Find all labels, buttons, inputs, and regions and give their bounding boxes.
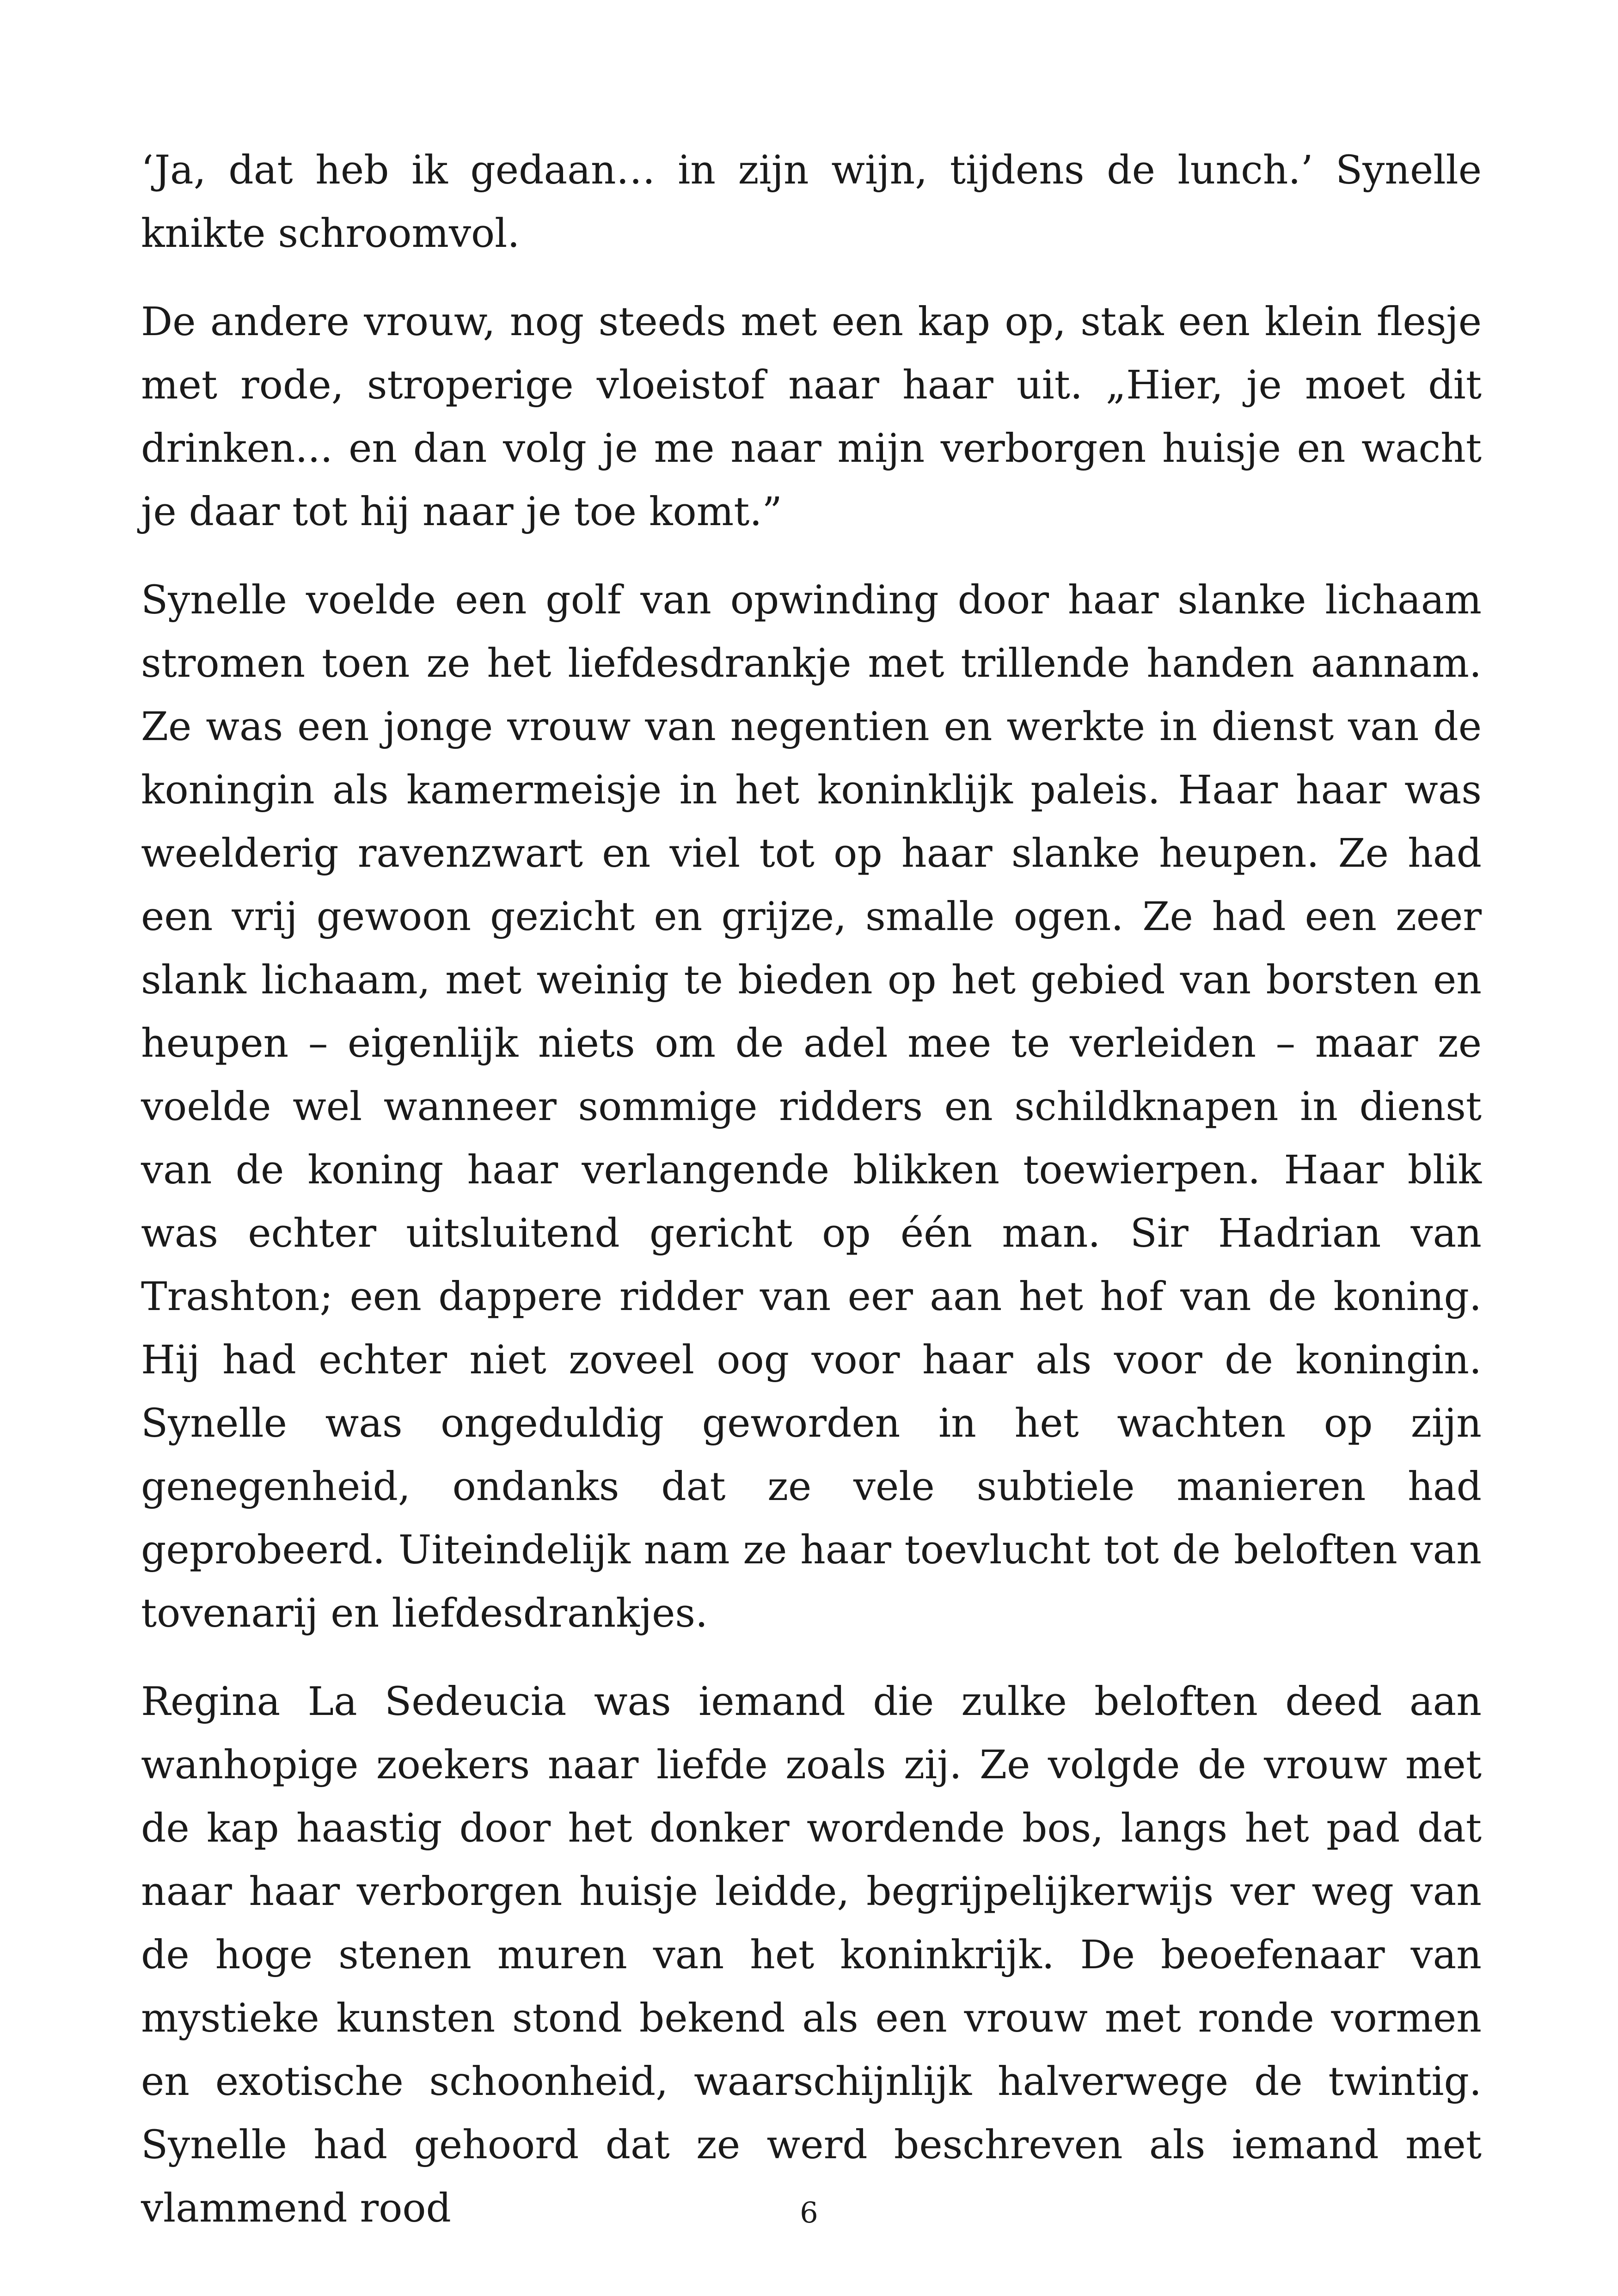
page-body [141, 139, 1482, 2240]
paragraph: Regina La Sedeucia was iemand die zulke beloften deed aan wanhopige zoekers naar liefde zoals zij. Ze volgde de vrouw met de kap haastig door het donker wordende bos, langs het pad dat naar haar verborgen huisje leidde, begrijpelijkerwijs ver weg van de hoge stenen muren van het koninkrijk. De beoefenaar van mystieke kunsten stond bekend als een vrouw met ronde vormen en exotische schoonheid, waarschijnlijk halverwege de twintig. Synelle had gehoord dat ze werd beschreven als iemand met vlammend rood [141, 1679, 1482, 2231]
paragraph: ‘Ja, dat heb ik gedaan… in zijn wijn, tijdens de lunch.’ Synelle knikte schroomvol. [141, 147, 1482, 257]
paragraph: De andere vrouw, nog steeds met een kap op, stak een klein flesje met rode, stroperige vloeistof naar haar uit. „Hier, je moet dit drinken... en dan volg je me naar mijn verborgen huisje en wacht je daar tot hij naar je toe komt.” [141, 299, 1482, 535]
paragraph: Synelle voelde een golf van opwinding door haar slanke lichaam stromen toen ze het liefdesdrankje met trillende handen aannam. Ze was een jonge vrouw van negentien en werkte in dienst van de koningin als kamermeisje in het koninklijk paleis. Haar haar was weelderig ravenzwart en viel tot op haar slanke heupen. Ze had een vrij gewoon gezicht en grijze, smalle ogen. Ze had een zeer slank lichaam, met weinig te bieden op het gebied van borsten en heupen – eigenlijk niets om de adel mee te verleiden – maar ze voelde wel wanneer sommige ridders en schildknapen in dienst van de koning haar verlangende blikken toewierpen. Haar blik was echter uitsluitend gericht op één man. Sir Hadrian van Trashton; een dappere ridder van eer aan het hof van de koning. Hij had echter niet zoveel oog voor haar als voor de koningin. Synelle was ongeduldig geworden in het wachten op zijn genegenheid, ondanks dat ze vele subtiele manieren had geprobeerd. Uiteindelijk nam ze haar toevlucht tot de beloften van tovenarij en liefdesdrankjes. [141, 577, 1482, 1636]
page-number: 6 [800, 2196, 818, 2229]
